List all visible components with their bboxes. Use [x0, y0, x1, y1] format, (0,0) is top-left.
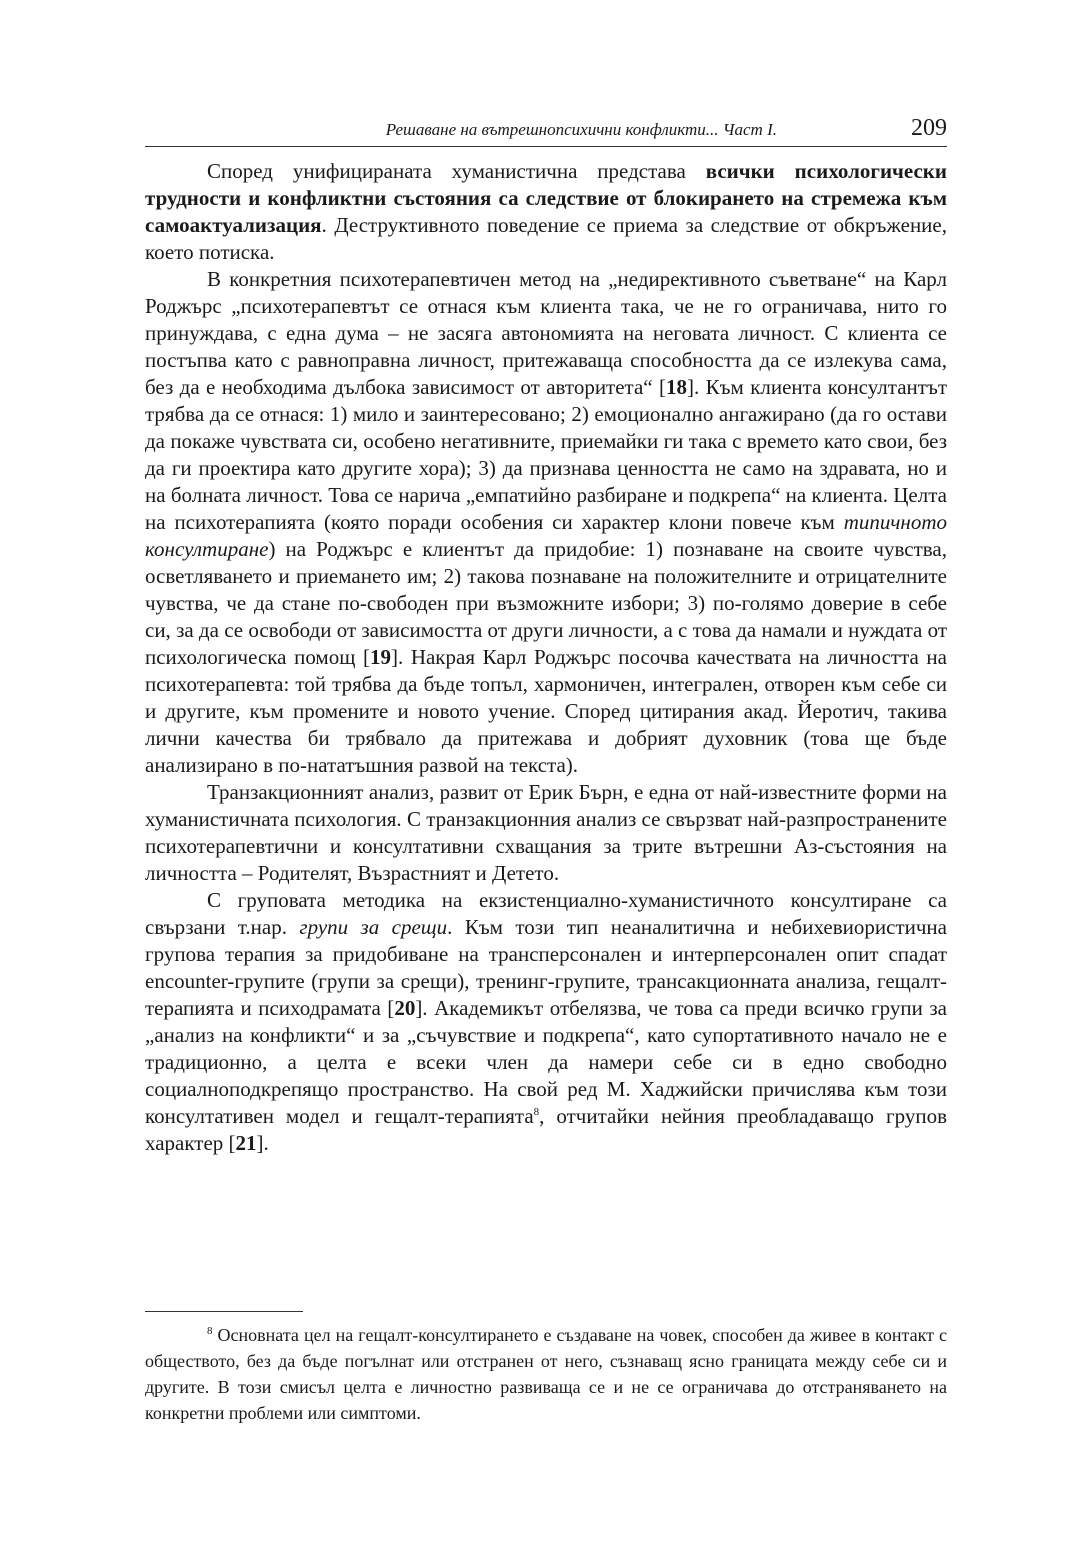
- italic-run: групи за срещи: [299, 915, 448, 939]
- citation-ref: 19: [369, 645, 391, 669]
- italic-run: типичното консултиране: [145, 510, 947, 561]
- text-run: . Към този тип неаналитична и небихевиористична групова терапия за придобиване на трансперсонален и интерперсонален опит спадат encounter-групите (групи за срещи), тренинг-групите, трансакционната анализа, гещалт-терапията и психодрамата [: [145, 915, 947, 1020]
- paragraph-4: [145, 887, 947, 1157]
- citation-ref: 21: [235, 1131, 257, 1155]
- text-run: ]. Към клиента консултантът трябва да се отнася: 1) мило и заинтересовано; 2) емоционално ангажирано (да го остави да покаже чувствата си, особено негативните, приемайки ги така с времето като свои, без да ги проектира като другите хора); 3) да признава ценността не само на здравата, но и на болната личност. Това се нарича „емпатийно разбиране и подкрепа“ на клиента. Целта на психотерапията (която поради особения си характер клони повече към: [145, 375, 947, 534]
- text-run: ) на Роджърс е клиентът да придобие: 1) познаване на своите чувства, осветляването и приемането им; 2) такова познаване на положителните и отрицателните чувства, че да стане по-свободен при възможните избори; 3) по-голямо доверие в себе си, за да се освободи от зависимостта от други личности, а с това да намали и нуждата от психологическа помощ [: [145, 537, 947, 669]
- text-run: В конкретния психотерапевтичен метод на „недирективното съветване“ на Карл Роджърс „психотерапевтът се отнася към клиента така, че не го ограничава, нито го принуждава, с една дума – не засяга автономията на неговата личност. С клиента се постъпва като с равноправна личност, притежаваща способността да се излекува сама, без да е необходима дълбока зависимост от авторитета“ [: [145, 267, 947, 399]
- text-run: Транзакционният анализ, развит от Ерик Бърн, е една от най-известните форми на хуманистичната психология. С транзакционния анализ се свързват най-разпространените психотерапевтични и консултативни схващания за трите вътрешни Аз-състояния на личността – Родителят, Възрастният и Детето.: [145, 780, 947, 885]
- text-run: С груповата методика на екзистенциално-хуманистичното консултиране са свързани т.нар.: [145, 888, 947, 939]
- footnote-text: Основната цел на гещалт-консултирането е създаване на човек, способен да живее в контакт с обществото, без да бъде погълнат или отстранен от него, съзнаващ ясно границата между себе си и другите. В този смисъл целта е личностно развиваща се и не се ограничава до отстраняването на конкретни проблеми или симптоми.: [145, 1325, 947, 1423]
- footnote-marker: 8: [533, 1106, 540, 1118]
- footnote-number: 8: [207, 1325, 213, 1337]
- main-text: [145, 158, 947, 1157]
- footnote-divider: [145, 1311, 303, 1312]
- citation-ref: 20: [394, 996, 416, 1020]
- running-header: [145, 112, 947, 147]
- text-run: Според унифицираната хуманистична представа: [207, 159, 706, 183]
- paragraph-3: [145, 779, 947, 887]
- bold-run: всички психологически трудности и конфликтни състояния са следствие от блокирането на стремежа към самоактуализация: [145, 159, 947, 237]
- page-number: 209: [911, 115, 947, 141]
- text-run: . Деструктивното поведение се приема за следствие от обкръжение, което потиска.: [145, 213, 947, 264]
- citation-ref: 18: [666, 375, 688, 399]
- text-run: ]. Академикът отбелязва, че това са преди всичко групи за „анализ на конфликти“ и за „съчувствие и подкрепа“, като супортативното начало не е традиционно, а целта е всеки член да намери себе си в едно свободно социалноподкрепящо пространство. На свой ред М. Хаджийски причислява към този консултативен модел и гещалт-терапията: [145, 996, 947, 1128]
- text-run: , отчитайки нейния преобладаващо групов характер [: [145, 1104, 947, 1155]
- text-run: ]. Накрая Карл Роджърс посочва качествата на личността на психотерапевта: той трябва да бъде топъл, хармоничен, интегрален, отворен към себе си и другите, към промените и новото учение. Според цитирания акад. Йеротич, такива лични качества би трябвало да притежава и добрият духовник (това ще бъде анализирано в по-нататъшния развой на текста).: [145, 645, 947, 777]
- footnote: [145, 1322, 947, 1426]
- running-title: Решаване на вътрешнопсихични конфликти... Част I.: [385, 120, 777, 139]
- paragraph-1: [145, 158, 947, 266]
- paragraph-2: [145, 266, 947, 779]
- text-run: ].: [256, 1131, 269, 1155]
